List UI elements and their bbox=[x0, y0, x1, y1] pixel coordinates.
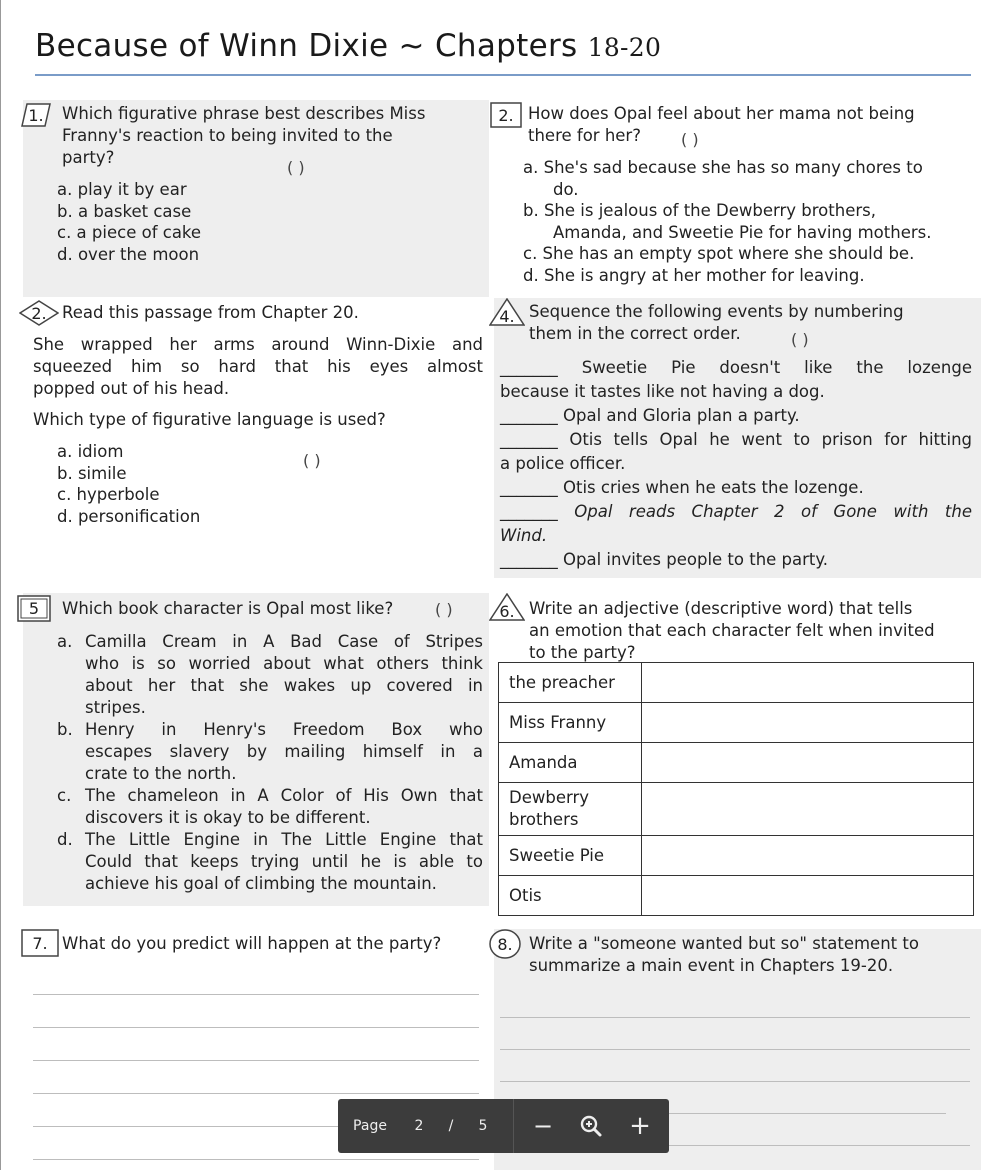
option: d. over the moon bbox=[57, 244, 200, 264]
answer-line[interactable] bbox=[33, 1027, 479, 1028]
answer-line[interactable] bbox=[500, 1017, 970, 1018]
question-3-prompt: Which type of figurative language is used? bbox=[33, 410, 386, 429]
option: c. hyperbole bbox=[57, 485, 160, 504]
question-6-badge: 6. bbox=[489, 593, 525, 621]
event-item: _______ Opal invites people to the party. bbox=[500, 550, 829, 569]
question-6-text: Write an adjective (descriptive word) that tells an emotion that each character felt when invited to the party? bbox=[529, 599, 935, 662]
character-name: Sweetie Pie bbox=[499, 836, 642, 876]
answer-line[interactable] bbox=[500, 1049, 970, 1050]
page-title bbox=[35, 28, 661, 64]
question-2-text: How does Opal feel about her mama not being there for her? bbox=[528, 104, 915, 145]
question-5-badge: 5 bbox=[17, 595, 51, 622]
pdf-toolbar bbox=[338, 1099, 669, 1153]
question-1-answer-parens[interactable]: ( ) bbox=[287, 158, 305, 177]
question-2-answer-parens[interactable]: ( ) bbox=[681, 130, 699, 149]
question-4-badge: 4. bbox=[489, 298, 525, 326]
question-3-answer-parens[interactable]: ( ) bbox=[303, 451, 321, 470]
character-name: Miss Franny bbox=[499, 703, 642, 743]
question-1-text: Which figurative phrase best describes Miss Franny's reaction to being invited to the party? bbox=[62, 104, 426, 167]
option: a. Camilla Cream in A Bad Case of Stripes who is so worried about what others think about her that she wakes up covered in stripes. bbox=[57, 632, 483, 717]
answer-line[interactable] bbox=[33, 1093, 479, 1094]
question-7-text: What do you predict will happen at the party? bbox=[62, 934, 442, 953]
answer-line[interactable] bbox=[33, 1060, 479, 1061]
page-label: Page bbox=[353, 1118, 387, 1134]
question-5-text: Which book character is Opal most like? bbox=[62, 599, 394, 618]
answer-cell[interactable] bbox=[642, 836, 974, 876]
table-row bbox=[499, 663, 974, 703]
answer-line[interactable] bbox=[500, 1081, 970, 1082]
option: b. a basket case bbox=[57, 201, 192, 221]
answer-cell[interactable] bbox=[642, 743, 974, 783]
option: c. She has an empty spot where she should be. bbox=[523, 244, 915, 263]
table-row bbox=[499, 743, 974, 783]
zoom-out-button[interactable]: − bbox=[532, 1112, 554, 1140]
option: d. The Little Engine in The Little Engine that Could that keeps trying until he is able to achieve his goal of climbing the mountain. bbox=[57, 830, 483, 893]
question-3-badge: 2. bbox=[19, 300, 59, 326]
question-8-text: Write a "someone wanted but so" statement to summarize a main event in Chapters 19-20. bbox=[529, 934, 919, 975]
question-4-answer-parens[interactable]: ( ) bbox=[791, 330, 809, 349]
answer-line[interactable] bbox=[33, 994, 479, 995]
question-5-answer-parens[interactable]: ( ) bbox=[435, 600, 453, 619]
option: b. She is jealous of the Dewberry brothers, bbox=[523, 201, 876, 220]
option: a. play it by ear bbox=[57, 180, 187, 199]
question-2-options: a. She's sad because she has so many chores to do. b. She is jealous of the Dewberry brothers, Amanda, and Sweetie Pie for having mothers. c. She has an empty spot where she should be. d. She is angry at her mother for leaving. bbox=[523, 158, 932, 285]
question-1-options bbox=[57, 179, 201, 265]
answer-line[interactable] bbox=[33, 1159, 479, 1160]
event-item: _______ Opal reads Chapter 2 of Gone with the bbox=[500, 502, 973, 521]
event-item: _______ Otis tells Opal he went to prison for hitting bbox=[500, 430, 972, 449]
answer-cell[interactable] bbox=[642, 703, 974, 743]
option: a. She's sad because she has so many chores to bbox=[523, 158, 923, 177]
magnifier-icon[interactable] bbox=[574, 1099, 608, 1153]
answer-cell[interactable] bbox=[642, 783, 974, 836]
character-emotion-table bbox=[498, 662, 974, 916]
table-row bbox=[499, 876, 974, 916]
character-name: Otis bbox=[499, 876, 642, 916]
question-2-badge: 2. bbox=[490, 102, 522, 128]
character-name: the preacher bbox=[499, 663, 642, 703]
option: b. simile bbox=[57, 463, 127, 483]
option: d. She is angry at her mother for leaving. bbox=[523, 265, 865, 285]
question-5-options bbox=[57, 631, 483, 895]
event-item: _______ Opal and Gloria plan a party. bbox=[500, 406, 800, 425]
question-8-badge: 8. bbox=[489, 929, 521, 959]
option: d. personification bbox=[57, 506, 201, 526]
character-name: Amanda bbox=[499, 743, 642, 783]
question-7-badge: 7. bbox=[21, 929, 59, 957]
answer-cell[interactable] bbox=[642, 876, 974, 916]
option: b. Henry in Henry's Freedom Box who escapes slavery by mailing himself in a crate to the north. bbox=[57, 720, 483, 783]
answer-cell[interactable] bbox=[642, 663, 974, 703]
question-4-events: _______ Sweetie Pie doesn't like the lozenge because it tastes like not having a dog. _______ Opal and Gloria plan a party. _______ Otis tells Opal he went to prison for hitting a police officer. _______ Otis cries when he eats the lozenge. _______ Opal reads Chapter 2 of Gone with the Wind. _______ Opal invites people to the party. bbox=[500, 356, 972, 572]
table-row bbox=[499, 836, 974, 876]
option: c. The chameleon in A Color of His Own that discovers it is okay to be different. bbox=[57, 786, 483, 827]
question-1-badge: 1. bbox=[21, 103, 51, 127]
question-3-passage: She wrapped her arms around Winn-Dixie and squeezed him so hard that his eyes almost popped out of his head. bbox=[33, 335, 483, 398]
question-3-text: Read this passage from Chapter 20. bbox=[62, 303, 359, 322]
option: a. idiom bbox=[57, 442, 124, 461]
title-rule bbox=[35, 74, 971, 76]
title-range: 18-20 bbox=[587, 33, 662, 62]
event-item: _______ Sweetie Pie doesn't like the lozenge bbox=[500, 358, 973, 377]
zoom-in-button[interactable]: + bbox=[629, 1111, 651, 1141]
current-page-field[interactable]: 2 bbox=[414, 1118, 424, 1134]
page-separator: / bbox=[448, 1118, 454, 1134]
table-row bbox=[499, 783, 974, 836]
title-main: Because of Winn Dixie ~ Chapters bbox=[35, 28, 578, 64]
toolbar-divider bbox=[513, 1099, 514, 1153]
option: c. a piece of cake bbox=[57, 223, 202, 242]
character-name: Dewberry brothers bbox=[499, 783, 642, 836]
question-3-options bbox=[57, 441, 200, 527]
table-row bbox=[499, 703, 974, 743]
question-4-text: Sequence the following events by numbering them in the correct order. bbox=[529, 302, 904, 343]
event-item: _______ Otis cries when he eats the lozenge. bbox=[500, 478, 864, 497]
total-pages: 5 bbox=[478, 1118, 488, 1134]
